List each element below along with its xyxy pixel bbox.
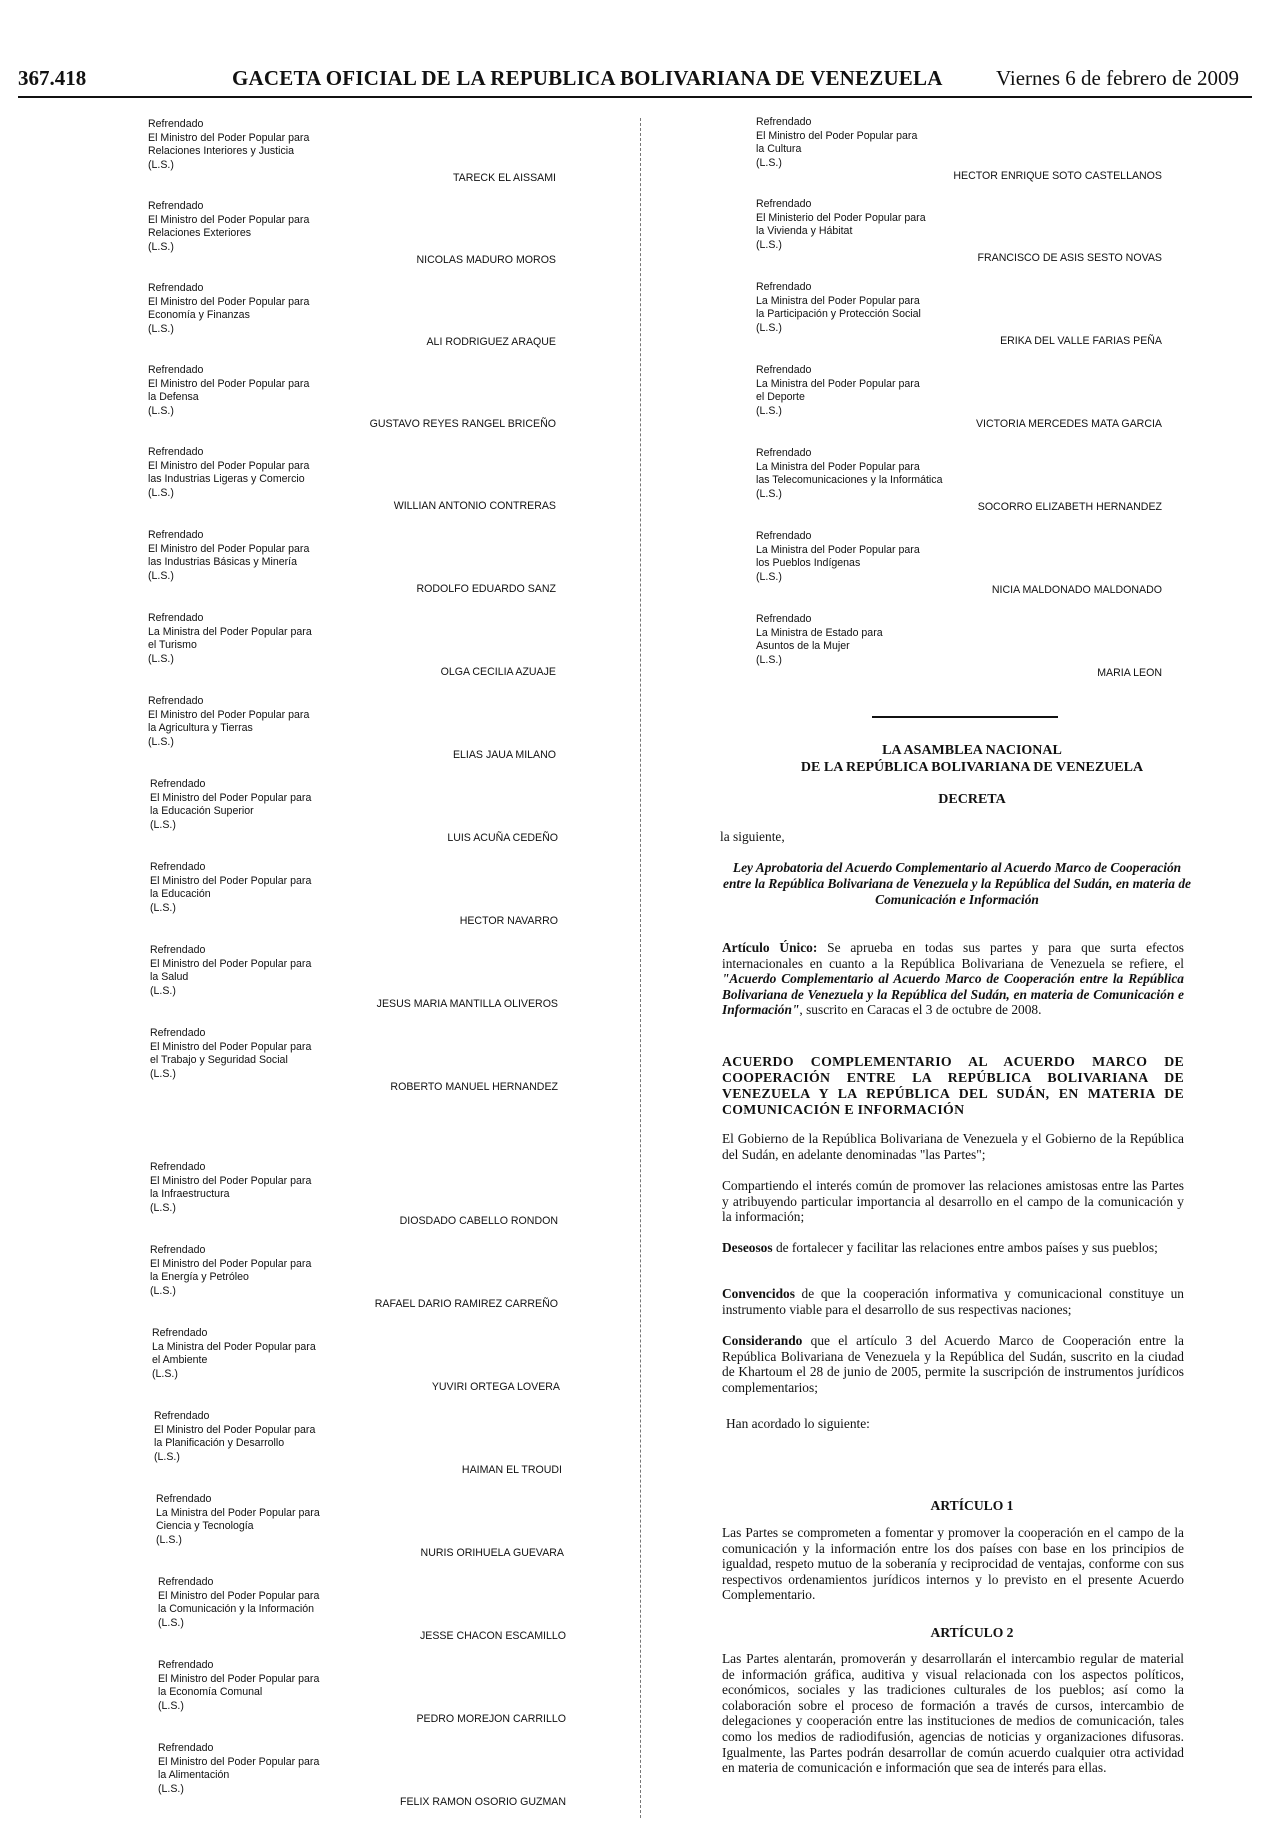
considerando-paragraph [722, 1333, 1184, 1395]
seal-mark: (L.S.) [150, 901, 176, 914]
signatory-name: JESSE CHACON ESCAMILLO [420, 1630, 566, 1642]
refrendado-label: Refrendado [148, 695, 204, 707]
ministry-line: la Cultura [756, 143, 802, 155]
ministry-line: la Educación Superior [150, 805, 254, 817]
ministry-line: El Ministro del Poder Popular para [150, 1040, 312, 1053]
compartiendo-paragraph: Compartiendo el interés común de promover las relaciones amistosas entre las Partes y atribuyendo particular importancia al desarrollo en el campo de la comunicación y la información; [722, 1178, 1184, 1225]
seal-mark: (L.S.) [150, 984, 176, 997]
convencidos-paragraph [722, 1286, 1184, 1317]
seal-mark: (L.S.) [148, 404, 174, 417]
seal-mark: (L.S.) [158, 1616, 184, 1629]
refrendado-label: Refrendado [150, 1161, 206, 1173]
refrendado-label: Refrendado [154, 1410, 210, 1422]
signatory-name: FELIX RAMON OSORIO GUZMAN [400, 1796, 566, 1808]
refrendado-label: Refrendado [148, 200, 204, 212]
article-2-heading: ARTÍCULO 2 [930, 1625, 1014, 1640]
ministry-line: El Ministro del Poder Popular para [158, 1755, 320, 1768]
signatory-name: HAIMAN EL TROUDI [461, 1464, 562, 1476]
signature-block [158, 1742, 578, 1808]
refrendado-label: Refrendado [156, 1493, 212, 1505]
ministry-line: la Energía y Petróleo [150, 1271, 249, 1283]
header-rule [18, 96, 1252, 98]
signature-block [150, 944, 570, 1010]
refrendado-label: Refrendado [756, 198, 812, 210]
signatory-name: RAFAEL DARIO RAMIREZ CARREÑO [374, 1298, 558, 1310]
ministry-line: las Industrias Ligeras y Comercio [148, 473, 305, 485]
signatory-name: OLGA CECILIA AZUAJE [440, 666, 556, 678]
ministry-line: Asuntos de la Mujer [756, 640, 850, 652]
ministry-line: La Ministra del Poder Popular para [756, 460, 920, 473]
refrendado-label: Refrendado [158, 1742, 214, 1754]
ministry-line: El Ministro del Poder Popular para [158, 1672, 320, 1685]
article-1-heading: ARTÍCULO 1 [930, 1498, 1014, 1513]
refrendado-label: Refrendado [148, 612, 204, 624]
ministry-line: La Ministra del Poder Popular para [756, 294, 920, 307]
articulo-unico-text-end: , suscrito en Caracas el 3 de octubre de 2008. [799, 1002, 1042, 1018]
articulo-unico-label: Artículo Único: [722, 940, 818, 955]
refrendado-label: Refrendado [756, 447, 812, 459]
refrendado-label: Refrendado [148, 364, 204, 376]
signatory-name: ELIAS JAUA MILANO [452, 749, 556, 761]
deseosos-label: Deseosos [722, 1240, 773, 1255]
signature-block [148, 612, 568, 678]
ministry-line: El Ministro del Poder Popular para [148, 459, 310, 472]
deseosos-text: de fortalecer y facilitar las relaciones entre ambos países y sus pueblos; [772, 1240, 1158, 1255]
signatory-name: RODOLFO EDUARDO SANZ [416, 583, 556, 595]
signatory-name: VICTORIA MERCEDES MATA GARCIA [975, 418, 1162, 430]
ministry-line: la Defensa [148, 391, 199, 403]
refrendado-label: Refrendado [152, 1327, 208, 1339]
seal-mark: (L.S.) [158, 1782, 184, 1795]
signatory-name: ROBERTO MANUEL HERNANDEZ [390, 1081, 558, 1093]
ministry-line: El Ministro del Poder Popular para [150, 874, 312, 887]
article-2-text: Las Partes alentarán, promoverán y desarrollarán el intercambio regular de material de información gráfica, auditiva y visual relacionada con los aspectos políticos, económicos, sociales y las tradiciones culturales de los pueblos; así como la colaboración sobre el proceso de formación a través de cursos, intercambio de delegaciones y cooperación entre las instituciones de medios de comunicación, tales como los medios de radiodifusión, agencias de noticias y organizaciones difusoras. Igualmente, las Partes podrán desarrollar de común acuerdo cualquier otra actividad en materia de comunicación e información que sea de interés para ellas. [722, 1651, 1184, 1776]
signature-block [148, 446, 568, 512]
page-number: 367.418 [18, 66, 87, 90]
refrendado-label: Refrendado [756, 613, 812, 625]
ministry-line: El Ministro del Poder Popular para [148, 708, 310, 721]
seal-mark: (L.S.) [152, 1367, 178, 1380]
seal-mark: (L.S.) [150, 1201, 176, 1214]
signatory-name: NURIS ORIHUELA GUEVARA [420, 1547, 564, 1559]
signature-block [756, 198, 1166, 264]
seal-mark: (L.S.) [756, 487, 782, 500]
seal-mark: (L.S.) [148, 735, 174, 748]
ministry-line: la Infraestructura [150, 1188, 230, 1200]
refrendado-label: Refrendado [150, 778, 206, 790]
ministry-line: El Ministro del Poder Popular para [158, 1589, 320, 1602]
issue-date: Viernes 6 de febrero de 2009 [996, 66, 1240, 90]
signatory-name: LUIS ACUÑA CEDEÑO [447, 832, 558, 844]
ministry-line: la Salud [150, 971, 189, 983]
signatory-name: GUSTAVO REYES RANGEL BRICEÑO [369, 418, 556, 430]
signature-block [756, 530, 1166, 596]
signature-block [158, 1576, 578, 1642]
signature-block [756, 613, 1166, 679]
refrendado-label: Refrendado [756, 364, 812, 376]
refrendado-label: Refrendado [756, 116, 812, 128]
signature-block [152, 1327, 572, 1393]
signatory-name: DIOSDADO CABELLO RONDON [399, 1215, 558, 1227]
signatory-name: PEDRO MOREJON CARRILLO [416, 1713, 566, 1725]
ministry-line: El Ministerio del Poder Popular para [756, 211, 926, 224]
ministry-line: el Trabajo y Seguridad Social [150, 1054, 288, 1066]
seal-mark: (L.S.) [156, 1533, 182, 1546]
signature-block [150, 1244, 570, 1310]
seal-mark: (L.S.) [756, 156, 782, 169]
signature-block [148, 118, 568, 184]
ministry-line: El Ministro del Poder Popular para [154, 1423, 316, 1436]
ministry-line: la Planificación y Desarrollo [154, 1437, 285, 1449]
ministry-line: la Economía Comunal [158, 1686, 263, 1698]
seal-mark: (L.S.) [756, 321, 782, 334]
signature-block [156, 1493, 576, 1559]
signature-block [150, 1027, 570, 1093]
ministry-line: El Ministro del Poder Popular para [150, 791, 312, 804]
signature-block [148, 529, 568, 595]
assembly-line-2: DE LA REPÚBLICA BOLIVARIANA DE VENEZUELA [800, 760, 1144, 775]
refrendado-label: Refrendado [150, 1244, 206, 1256]
ministry-line: Relaciones Interiores y Justicia [148, 145, 295, 157]
seal-mark: (L.S.) [148, 322, 174, 335]
signatory-name: ALI RODRIGUEZ ARAQUE [426, 336, 556, 348]
agreement-title: ACUERDO COMPLEMENTARIO AL ACUERDO MARCO DE COOPERACIÓN ENTRE LA REPÚBLICA BOLIVARIANA DE VENEZUELA Y LA REPÚBLICA DEL SUDÁN, EN MATERIA DE COMUNICACIÓN E INFORMACIÓN [722, 1054, 1184, 1117]
ministry-line: El Ministro del Poder Popular para [148, 295, 310, 308]
decreta-heading: DECRETA [938, 792, 1006, 807]
seal-mark: (L.S.) [148, 652, 174, 665]
refrendado-label: Refrendado [150, 861, 206, 873]
ministry-line: el Turismo [148, 639, 197, 651]
ministry-line: La Ministra de Estado para [756, 626, 883, 639]
ministry-line: El Ministro del Poder Popular para [148, 131, 310, 144]
seal-mark: (L.S.) [150, 1067, 176, 1080]
section-rule [872, 716, 1058, 718]
signature-block [756, 447, 1166, 513]
signatory-name: YUVIRI ORTEGA LOVERA [431, 1381, 560, 1393]
ministry-line: la Educación [150, 888, 211, 900]
seal-mark: (L.S.) [148, 486, 174, 499]
considerando-text: que el artículo 3 del Acuerdo Marco de Cooperación entre la República Bolivariana de Venezuela y la República del Sudán, suscrito en la ciudad de Khartoum el 28 de junio de 2005, permite la suscripción de instrumentos jurídicos complementarios; [722, 1333, 1184, 1395]
convencidos-label: Convencidos [722, 1286, 795, 1301]
ministry-line: El Ministro del Poder Popular para [756, 129, 918, 142]
seal-mark: (L.S.) [158, 1699, 184, 1712]
signatory-name: NICIA MALDONADO MALDONADO [991, 584, 1162, 596]
seal-mark: (L.S.) [148, 240, 174, 253]
signatory-name: SOCORRO ELIZABETH HERNANDEZ [977, 501, 1162, 513]
signature-block [756, 116, 1166, 182]
intro-paragraph: El Gobierno de la República Bolivariana de Venezuela y el Gobierno de la República del Sudán, en adelante denominadas "las Partes"; [722, 1131, 1184, 1162]
assembly-line-1: LA ASAMBLEA NACIONAL [882, 743, 1062, 758]
signatory-name: HECTOR NAVARRO [459, 915, 558, 927]
refrendado-label: Refrendado [148, 118, 204, 130]
signature-block [756, 364, 1166, 430]
signature-block [154, 1410, 574, 1476]
refrendado-label: Refrendado [158, 1659, 214, 1671]
ministry-line: las Telecomunicaciones y la Informática [756, 474, 943, 486]
ministry-line: El Ministro del Poder Popular para [150, 957, 312, 970]
seal-mark: (L.S.) [756, 653, 782, 666]
ministry-line: la Alimentación [158, 1769, 230, 1781]
refrendado-label: Refrendado [148, 529, 204, 541]
seal-mark: (L.S.) [756, 404, 782, 417]
ministry-line: el Deporte [756, 391, 805, 403]
refrendado-label: Refrendado [158, 1576, 214, 1588]
considerando-label: Considerando [722, 1333, 803, 1348]
ministry-line: la Vivienda y Hábitat [756, 225, 853, 237]
seal-mark: (L.S.) [150, 818, 176, 831]
signature-block [756, 281, 1166, 347]
signatory-name: WILLIAN ANTONIO CONTRERAS [393, 500, 556, 512]
seal-mark: (L.S.) [150, 1284, 176, 1297]
assembly-heading [722, 742, 1222, 776]
deseosos-paragraph [722, 1240, 1184, 1256]
seal-mark: (L.S.) [148, 158, 174, 171]
convencidos-text: de que la cooperación informativa y comunicacional constituye un instrumento viable para el desarrollo de sus respectivas naciones; [722, 1286, 1184, 1317]
ministry-line: La Ministra del Poder Popular para [156, 1506, 320, 1519]
signature-block [148, 364, 568, 430]
articulo-unico-text: Se aprueba en todas sus partes y para que surta efectos internacionales en cuanto a la República Bolivariana de Venezuela se refiere, el [722, 940, 1184, 971]
refrendado-label: Refrendado [756, 530, 812, 542]
ministry-line: El Ministro del Poder Popular para [150, 1257, 312, 1270]
seal-mark: (L.S.) [148, 569, 174, 582]
ministry-line: La Ministra del Poder Popular para [152, 1340, 316, 1353]
signature-block [150, 861, 570, 927]
ministry-line: La Ministra del Poder Popular para [756, 543, 920, 556]
signature-block [158, 1659, 578, 1725]
seal-mark: (L.S.) [756, 238, 782, 251]
ministry-line: los Pueblos Indígenas [756, 557, 861, 569]
signature-block [148, 695, 568, 761]
signatory-name: ERIKA DEL VALLE FARIAS PEÑA [1000, 335, 1162, 347]
ministry-line: El Ministro del Poder Popular para [150, 1174, 312, 1187]
ministry-line: la Participación y Protección Social [756, 308, 921, 320]
ministry-line: Ciencia y Tecnología [156, 1520, 254, 1532]
ministry-line: la Comunicación y la Información [158, 1603, 315, 1615]
law-title: Ley Aprobatoria del Acuerdo Complementario al Acuerdo Marco de Cooperación entre la República Bolivariana de Venezuela y la República del Sudán, en materia de Comunicación e Información [723, 860, 1191, 907]
signature-block [148, 200, 568, 266]
seal-mark: (L.S.) [756, 570, 782, 583]
seal-mark: (L.S.) [154, 1450, 180, 1463]
signatory-name: JESUS MARIA MANTILLA OLIVEROS [376, 998, 558, 1010]
signature-block [148, 282, 568, 348]
refrendado-label: Refrendado [756, 281, 812, 293]
ministry-line: El Ministro del Poder Popular para [148, 213, 310, 226]
ministry-line: El Ministro del Poder Popular para [148, 542, 310, 555]
ministry-line: Relaciones Exteriores [148, 227, 252, 239]
signature-block [150, 1161, 570, 1227]
ministry-line: Economía y Finanzas [148, 309, 250, 321]
articulo-unico [722, 940, 1184, 1018]
gazette-title: GACETA OFICIAL DE LA REPUBLICA BOLIVARIANA DE VENEZUELA [232, 66, 943, 90]
signatory-name: FRANCISCO DE ASIS SESTO NOVAS [977, 252, 1162, 264]
han-acordado: Han acordado lo siguiente: [726, 1416, 870, 1431]
la-siguiente: la siguiente, [720, 829, 785, 844]
refrendado-label: Refrendado [148, 282, 204, 294]
signature-block [150, 778, 570, 844]
ministry-line: La Ministra del Poder Popular para [756, 377, 920, 390]
refrendado-label: Refrendado [148, 446, 204, 458]
refrendado-label: Refrendado [150, 1027, 206, 1039]
ministry-line: el Ambiente [152, 1354, 208, 1366]
ministry-line: La Ministra del Poder Popular para [148, 625, 312, 638]
signatory-name: TARECK EL AISSAMI [452, 172, 556, 184]
agreement-quote: "Acuerdo Complementario al Acuerdo Marco de Cooperación entre la República Bolivariana de Venezuela y la República del Sudán, en materia de Comunicación e Información" [722, 971, 1184, 1018]
refrendado-label: Refrendado [150, 944, 206, 956]
signatory-name: NICOLAS MADURO MOROS [416, 254, 556, 266]
ministry-line: las Industrias Básicas y Minería [148, 556, 297, 568]
article-1-text: Las Partes se comprometen a fomentar y promover la cooperación en el campo de la comunicación y la información entre los dos países con base en los principios de igualdad, respeto mutuo de la soberanía y reciprocidad de ventajas, conforme con sus respectivos ordenamientos jurídicos internos y lo previsto en el presente Acuerdo Complementario. [722, 1525, 1184, 1603]
signatory-name: HECTOR ENRIQUE SOTO CASTELLANOS [953, 170, 1162, 182]
column-divider [640, 118, 641, 1818]
ministry-line: la Agricultura y Tierras [148, 722, 253, 734]
signatory-name: MARIA LEON [1097, 667, 1162, 679]
ministry-line: El Ministro del Poder Popular para [148, 377, 310, 390]
